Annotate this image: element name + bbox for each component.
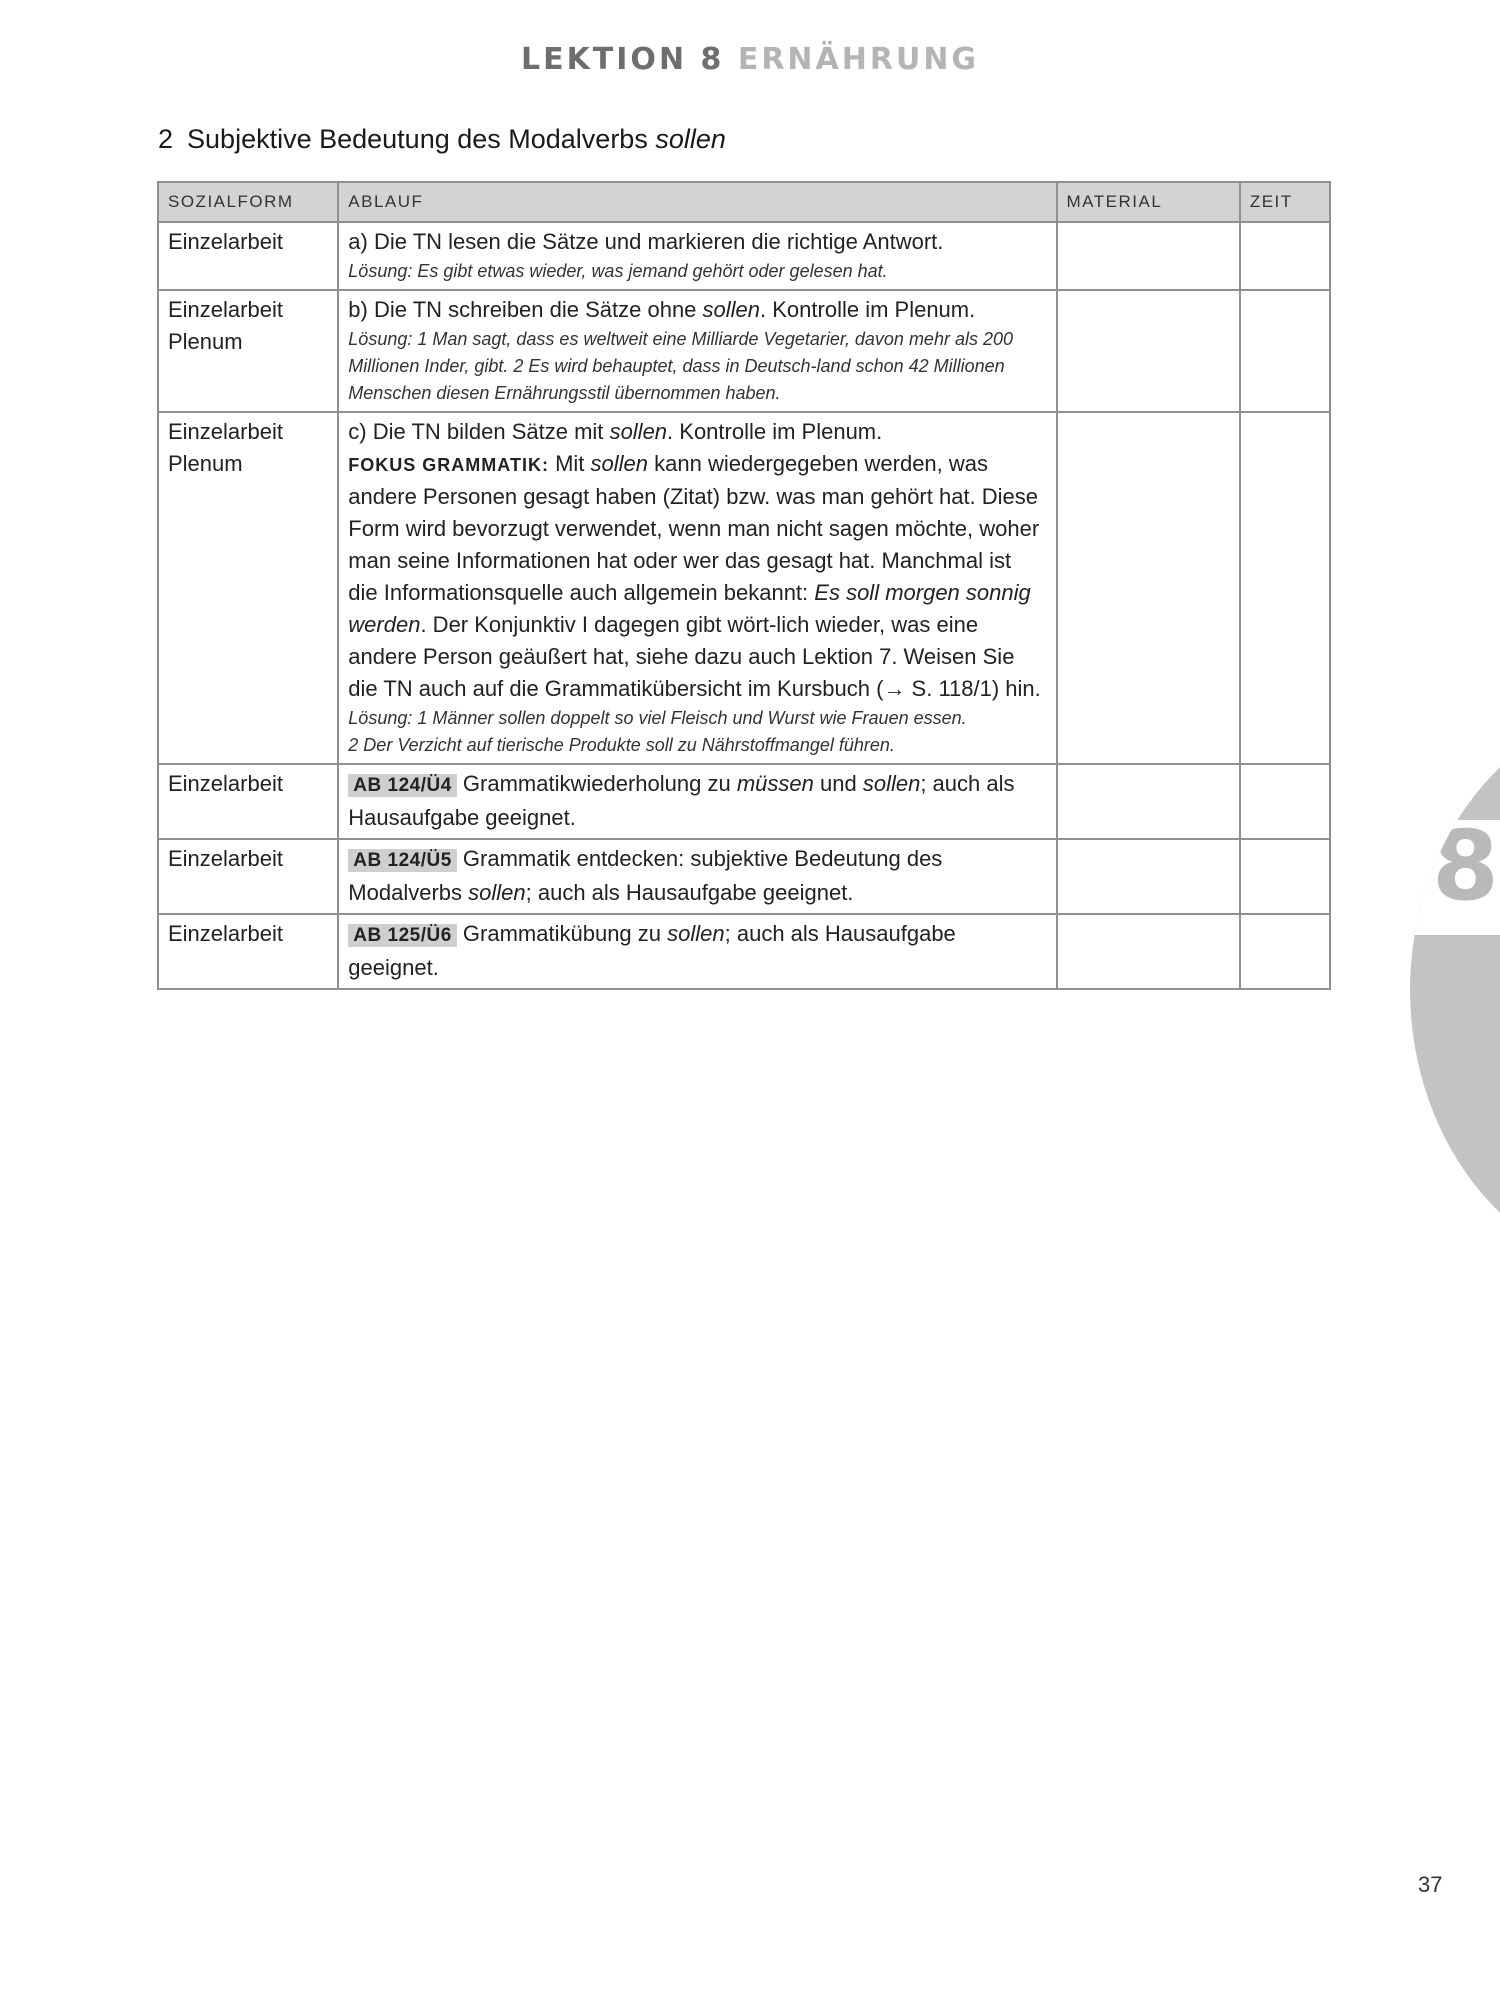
cell-zeit [1240,412,1330,764]
chapter-tab-digit: 8 [1432,810,1499,922]
page-header [0,42,1500,77]
sozialform-label: Einzelarbeit [168,297,283,322]
cell-material [1057,290,1240,412]
sozialform-label: Einzelarbeit [168,229,283,254]
sozialform-label: Einzelarbeit [168,921,283,946]
cell-ablauf [338,290,1056,412]
emphasis: müssen [736,771,814,796]
grammar-focus: FOKUS GRAMMATIK: Mit sollen kann wiedergegeben werden, was andere Personen gesagt haben (Zitat) bzw. was man gehört hat. Diese Form wird bevorzugt verwendet, wenn man nicht sagen möchte, woher man seine Informationen hat oder wer das gesagt hat. Manchmal ist die Informationsquelle auch allgemein bekannt: Es soll morgen sonnig werden. Der Konjunktiv I dagegen gibt wört-lich wieder, was eine andere Person geäußert hat, siehe dazu auch Lektion 7. Weisen Sie die TN auch auf die Grammatikübersicht im Kursbuch (→ S. 118/1) hin. [348,451,1041,701]
workbook-reference-badge: AB 124/Ü4 [348,774,457,797]
table-row [158,839,1330,914]
emphasis: sollen [667,921,725,946]
cell-sozialform [158,412,338,764]
sozialform-label: Einzelarbeit [168,771,283,796]
cell-ablauf: AB 125/Ü6 Grammatikübung zu sollen; auch als Hausaufgabe geeignet. [338,914,1056,989]
workbook-reference-badge: AB 125/Ü6 [348,924,457,947]
cell-material [1057,412,1240,764]
cell-sozialform [158,290,338,412]
cell-sozialform [158,222,338,290]
cell-zeit [1240,222,1330,290]
cell-sozialform [158,914,338,989]
solution-text: 2 Der Verzicht auf tierische Produkte soll zu Nährstoffmangel führen. [348,735,895,755]
section-title [158,124,726,155]
cell-zeit [1240,914,1330,989]
emphasis: sollen [468,880,526,905]
example-sentence: Es soll morgen sonnig werden [348,580,1031,637]
cell-zeit [1240,290,1330,412]
page-number: 37 [1418,1872,1443,1897]
task-text: b) Die TN schreiben die Sätze ohne sollen. Kontrolle im Plenum. [348,297,976,322]
table-header-row [158,182,1330,222]
table-row [158,222,1330,290]
header-zeit: ZEIT [1240,182,1330,222]
solution-text: Lösung: Es gibt etwas wieder, was jemand gehört oder gelesen hat. [348,261,888,281]
cell-material [1057,764,1240,839]
solution-text: Lösung: 1 Man sagt, dass es weltweit eine Milliarde Vegetarier, davon mehr als 200 Millionen Inder, gibt. 2 Es wird behauptet, dass in Deutsch-land schon 42 Millionen Menschen diesen Ernährungsstil übernommen haben. [348,329,1013,403]
header-sozialform: SOZIALFORM [158,182,338,222]
section-title-text: Subjektive Bedeutung des Modalverbs [187,124,648,154]
sozialform-label: Plenum [168,329,243,354]
cell-material [1057,839,1240,914]
section-number: 2 [158,124,174,154]
lektion-topic: ERNÄHRUNG [737,42,980,77]
sozialform-label: Plenum [168,451,243,476]
sozialform-label: Einzelarbeit [168,846,283,871]
task-text: a) Die TN lesen die Sätze und markieren die richtige Antwort. [348,229,944,254]
task-text: c) Die TN bilden Sätze mit sollen. Kontrolle im Plenum. [348,419,883,444]
lektion-label: LEKTION 8 [520,42,725,77]
emphasis: sollen [862,771,921,796]
grammar-focus-label: FOKUS GRAMMATIK: [348,455,549,475]
lesson-plan-table [157,181,1331,990]
cell-zeit [1240,764,1330,839]
emphasis: sollen [609,419,668,444]
section-title-emphasis: sollen [655,124,726,154]
table-row [158,412,1330,764]
header-ablauf: ABLAUF [338,182,1056,222]
chapter-tab [1410,700,1500,1280]
cell-ablauf [338,412,1056,764]
solution-text: Lösung: 1 Männer sollen doppelt so viel Fleisch und Wurst wie Frauen essen. [348,708,967,728]
emphasis: sollen [702,297,761,322]
table-row [158,914,1330,989]
cell-zeit [1240,839,1330,914]
table-row [158,764,1330,839]
cell-sozialform [158,839,338,914]
cell-ablauf [338,222,1056,290]
cell-ablauf: AB 124/Ü4 Grammatikwiederholung zu müssen und sollen; auch als Hausaufgabe geeignet. [338,764,1056,839]
cell-sozialform [158,764,338,839]
workbook-reference-badge: AB 124/Ü5 [348,849,457,872]
sozialform-label: Einzelarbeit [168,419,283,444]
cell-material [1057,222,1240,290]
header-material: MATERIAL [1057,182,1240,222]
cell-ablauf: AB 124/Ü5 Grammatik entdecken: subjektive Bedeutung des Modalverbs sollen; auch als Hausaufgabe geeignet. [338,839,1056,914]
cell-material [1057,914,1240,989]
table-row [158,290,1330,412]
emphasis: sollen [590,451,648,476]
